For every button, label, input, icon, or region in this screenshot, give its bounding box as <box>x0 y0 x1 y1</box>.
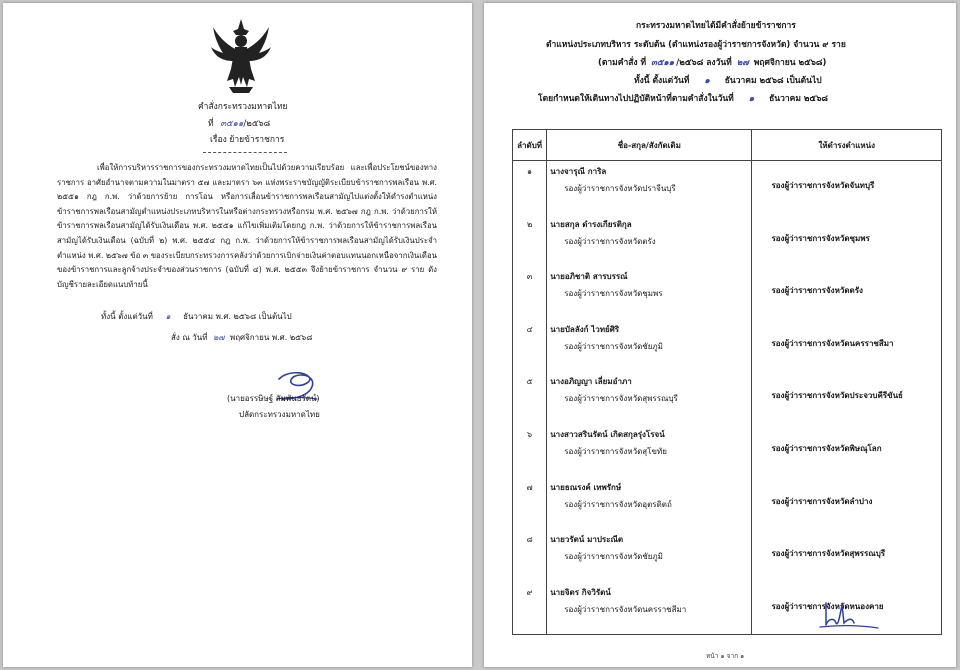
position-cell <box>752 529 942 582</box>
new-position: รองผู้ว่าราชการจังหวัดจันทบุรี <box>771 181 875 190</box>
row-number: ๙ <box>513 582 547 635</box>
signer-name: (นายอรรษิษฐ์ สัมพันธรัตน์) <box>227 394 320 403</box>
position-cell <box>752 161 942 214</box>
table-header-row <box>513 130 942 161</box>
row-number: ๘ <box>513 529 547 582</box>
table-row <box>513 424 942 477</box>
appendix-subtitle: ตำแหน่งประเภทบริหาร ระดับต้น (ตำแหน่งรองผู้ว่าราชการจังหวัด) จำนวน ๙ ราย <box>546 40 846 50</box>
ordered-date-prefix: สั่ง ณ วันที่ <box>171 333 208 342</box>
table-row <box>513 319 942 372</box>
travel-date-prefix: โดยกำหนดให้เดินทางไปปฏิบัติหน้าที่ตามคำสั่งในวันที่ <box>538 94 734 104</box>
row-number: ๕ <box>513 371 547 424</box>
new-position: รองผู้ว่าราชการจังหวัดตรัง <box>771 286 863 296</box>
effective-day: ๑ <box>704 76 710 86</box>
new-position: รองผู้ว่าราชการจังหวัดประจวบคีรีขันธ์ <box>771 391 903 401</box>
person-name: นายธณรงค์ เทพรักษ์ <box>550 482 622 492</box>
order-ref-number: ๓๕๑๑ <box>651 58 675 68</box>
effective-date-suffix: ธันวาคม พ.ศ. ๒๕๖๘ เป็นต้นไป <box>183 312 292 321</box>
original-position: รองผู้ว่าราชการจังหวัดชัยภูมิ <box>564 552 663 562</box>
position-cell <box>752 266 942 319</box>
original-position: รองผู้ว่าราชการจังหวัดสุโขทัย <box>564 446 667 456</box>
order-heading: คำสั่งกระทรวงมหาดไทย <box>198 102 288 112</box>
order-number-prefix: ที่ <box>208 119 214 129</box>
person-name: นางอภิญญา เลี่ยมอำภา <box>550 377 632 387</box>
order-ref-suffix: พฤศจิกายน ๒๕๖๘) <box>753 58 827 68</box>
person-name: นางจารุณี การิล <box>550 167 607 176</box>
order-document-page <box>3 3 472 667</box>
original-position: รองผู้ว่าราชการจังหวัดชัยภูมิ <box>564 341 663 351</box>
ordered-date-suffix: พฤศจิกายน พ.ศ. ๒๕๖๘ <box>229 333 313 342</box>
original-position: รองผู้ว่าราชการจังหวัดปราจีนบุรี <box>564 184 676 193</box>
new-position: รองผู้ว่าราชการจังหวัดชุมพร <box>771 233 870 243</box>
effective-date-prefix: ทั้งนี้ ตั้งแต่วันที่ <box>101 312 153 321</box>
effective-date-suffix: ธันวาคม ๒๕๖๘ เป็นต้นไป <box>724 76 822 86</box>
order-number: ๓๕๑๑ <box>220 119 244 129</box>
new-position: รองผู้ว่าราชการจังหวัดพิษณุโลก <box>771 443 882 453</box>
table-row <box>513 477 942 530</box>
new-position: รองผู้ว่าราชการจังหวัดลำปาง <box>771 496 873 506</box>
position-cell <box>752 371 942 424</box>
person-cell <box>547 582 752 635</box>
person-cell <box>547 214 752 267</box>
col-header-position: ให้ดำรงตำแหน่ง <box>752 130 942 161</box>
appendix-list-page <box>484 3 956 667</box>
row-number: ๗ <box>513 477 547 530</box>
new-position: รองผู้ว่าราชการจังหวัดหนองคาย <box>771 601 884 611</box>
effective-day: ๑ <box>165 312 171 321</box>
effective-date-line <box>634 73 822 87</box>
new-position: รองผู้ว่าราชการจังหวัดนครราชสีมา <box>771 338 894 348</box>
table-row <box>513 371 942 424</box>
person-name: นายวรัตน์ มาประณีต <box>550 535 624 545</box>
effective-date-prefix: ทั้งนี้ ตั้งแต่วันที่ <box>634 76 690 86</box>
order-body <box>57 161 437 292</box>
person-cell <box>547 161 752 214</box>
original-position: รองผู้ว่าราชการจังหวัดอุตรดิตถ์ <box>564 499 672 509</box>
order-ref-day: ๒๗ <box>736 58 749 68</box>
table-body <box>513 161 942 635</box>
original-position: รองผู้ว่าราชการจังหวัดนครราชสีมา <box>564 604 687 614</box>
row-number: ๖ <box>513 424 547 477</box>
ordered-date-line <box>171 331 312 344</box>
new-position: รองผู้ว่าราชการจังหวัดสุพรรณบุรี <box>771 549 886 559</box>
travel-day: ๑ <box>748 94 755 104</box>
ordered-day: ๒๗ <box>213 333 225 342</box>
original-position: รองผู้ว่าราชการจังหวัดชุมพร <box>564 289 663 299</box>
order-number-line <box>208 116 270 130</box>
divider <box>203 152 287 153</box>
person-name: นางสาวสรินรัตน์ เกิดสกุลรุ่งโรจน์ <box>550 429 665 439</box>
order-year: /๒๕๖๘ <box>243 119 271 129</box>
travel-date-suffix: ธันวาคม ๒๕๖๘ <box>769 94 828 104</box>
person-cell <box>547 477 752 530</box>
appendix-title: กระทรวงมหาดไทยได้มีคำสั่งย้ายข้าราชการ <box>636 21 796 31</box>
original-position: รองผู้ว่าราชการจังหวัดตรัง <box>564 236 656 246</box>
row-number: ๒ <box>513 214 547 267</box>
garuda-emblem-icon <box>209 17 273 95</box>
row-number: ๓ <box>513 266 547 319</box>
col-header-no: ลำดับที่ <box>513 130 547 161</box>
signature-icon <box>818 597 882 631</box>
order-reference <box>598 55 826 69</box>
position-cell <box>752 319 942 372</box>
position-cell <box>752 424 942 477</box>
transfer-table <box>512 129 942 635</box>
order-body-text: เพื่อให้การบริหารราชการของกระทรวงมหาดไทยเป็นไปด้วยความเรียบร้อย และเพื่อประโยชน์ของทางราชการ อาศัยอำนาจตามความในมาตรา ๕๗ และมาตรา ๖๓ แห่งพระราชบัญญัติระเบียบข้าราชการพลเรือน พ.ศ. ๒๕๕๑ กฎ ก.พ. ว่าด้วยการย้าย การโอน หรือการเลื่อนข้าราชการพลเรือนสามัญไปแต่งตั้งให้ดำรงตำแหน่งข้าราชการพลเรือนสามัญตำแหน่งประเภทบริหารในหรือต่างกระทรวงหรือกรม พ.ศ. ๒๕๖๗ กฎ ก.พ. ว่าด้วยการให้ข้าราชการพลเรือนสามัญได้รับเงินเดือน พ.ศ. ๒๕๕๑ แก้ไขเพิ่มเติมโดยกฎ ก.พ. ว่าด้วยการให้ข้าราชการพลเรือนสามัญได้รับเงินเดือน (ฉบับที่ ๒) พ.ศ. ๒๕๕๔ กฎ ก.พ. ว่าด้วยการให้ข้าราชการพลเรือนสามัญได้รับเงินประจำตำแหน่ง พ.ศ. ๒๕๖๗ ข้อ ๓ ของระเบียบกระทรวงการคลังว่าด้วยการเบิกจ่ายเงินค่าตอบแทนนอกเหนือจากเงินเดือนของข้าราชการและลูกจ้างประจำของส่วนราชการ (ฉบับที่ ๔) พ.ศ. ๒๕๕๓ จึงย้ายข้าราชการ จำนวน ๙ ราย ดังบัญชีรายละเอียดแนบท้ายนี้ <box>57 163 437 289</box>
person-cell <box>547 529 752 582</box>
travel-date-line <box>538 91 828 105</box>
table-row <box>513 161 942 214</box>
person-cell <box>547 424 752 477</box>
person-cell <box>547 319 752 372</box>
position-cell <box>752 214 942 267</box>
table-row <box>513 214 942 267</box>
original-position: รองผู้ว่าราชการจังหวัดสุพรรณบุรี <box>564 394 678 404</box>
order-ref-prefix: (ตามคำสั่ง ที่ <box>598 58 647 68</box>
order-ref-mid: /๒๕๖๘ ลงวันที่ <box>676 58 732 68</box>
signer-title: ปลัดกระทรวงมหาดไทย <box>239 410 320 419</box>
position-cell <box>752 477 942 530</box>
row-number: ๔ <box>513 319 547 372</box>
person-cell <box>547 371 752 424</box>
effective-date-line <box>101 310 292 323</box>
table-row <box>513 266 942 319</box>
person-name: นายจิตร กิจวิรัตน์ <box>550 587 611 597</box>
col-header-name: ชื่อ-สกุล/สังกัดเดิม <box>547 130 752 161</box>
table-row <box>513 529 942 582</box>
page-number: หน้า ๑ จาก ๑ <box>706 652 745 660</box>
row-number: ๑ <box>513 161 547 214</box>
person-name: นายสกุล ดำรงเกียรติกุล <box>550 219 632 229</box>
person-cell <box>547 266 752 319</box>
order-subject: เรื่อง ย้ายข้าราชการ <box>210 135 285 145</box>
person-name: นายอภิชาติ สารบรรณ์ <box>550 272 628 282</box>
person-name: นายบัลลังก์ ไวทย์ศิริ <box>550 324 620 334</box>
